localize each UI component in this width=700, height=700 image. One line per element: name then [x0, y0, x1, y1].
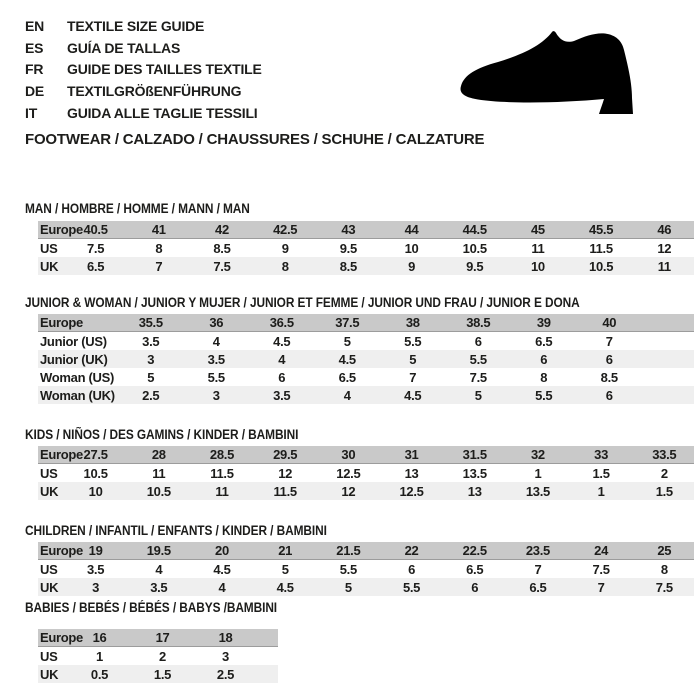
- table-row: [38, 647, 278, 665]
- row-label: Europe: [40, 222, 83, 237]
- size-cell: 17: [155, 630, 170, 645]
- size-cell: 2: [159, 648, 166, 664]
- row-label: UK: [40, 579, 59, 595]
- size-cell: 11: [215, 483, 229, 499]
- row-label: US: [40, 648, 58, 664]
- table-row: [38, 578, 694, 596]
- size-table: [38, 314, 694, 404]
- size-cell: 7.5: [655, 579, 673, 595]
- row-label: UK: [40, 483, 59, 499]
- size-cell: 1.5: [592, 465, 610, 481]
- row-label: Europe: [40, 630, 83, 645]
- size-cell: 16: [92, 630, 107, 645]
- size-cell: 28: [151, 447, 166, 462]
- size-cell: 7.5: [592, 561, 610, 577]
- size-cell: 0.5: [90, 666, 109, 682]
- row-label: Junior (US): [40, 333, 107, 349]
- size-cell: 1.5: [153, 666, 172, 682]
- size-cell: 6.5: [466, 561, 484, 577]
- size-cell: 5: [474, 387, 482, 403]
- table-section-title: CHILDREN / INFANTIL / ENFANTS / KINDER / BAMBINI: [25, 523, 327, 538]
- language-row: [25, 102, 262, 124]
- size-cell: 37.5: [335, 315, 360, 330]
- table-row: [38, 464, 694, 482]
- language-code: EN: [25, 17, 45, 34]
- size-cell: 1: [597, 483, 605, 499]
- size-cell: 19.5: [146, 543, 171, 558]
- size-cell: 33: [594, 447, 609, 462]
- size-cell: 5: [147, 369, 155, 385]
- size-cell: 10.5: [462, 240, 487, 256]
- size-cell: 31.5: [462, 447, 487, 462]
- size-cell: 7.5: [469, 369, 487, 385]
- size-cell: 5.5: [404, 333, 422, 349]
- size-cell: 8: [660, 561, 668, 577]
- size-cell: 12: [341, 483, 356, 499]
- size-cell: 4.5: [338, 351, 356, 367]
- row-label: Europe: [40, 447, 83, 462]
- size-cell: 10: [88, 483, 103, 499]
- size-cell: 36.5: [269, 315, 294, 330]
- row-label: Europe: [40, 315, 83, 330]
- size-cell: 22.5: [462, 543, 487, 558]
- size-cell: 11.5: [273, 483, 297, 499]
- size-cell: 5: [409, 351, 417, 367]
- size-cell: 7: [534, 561, 542, 577]
- language-code: IT: [25, 105, 38, 122]
- size-cell: 6: [474, 333, 482, 349]
- size-cell: 23.5: [525, 543, 550, 558]
- row-label: UK: [40, 666, 59, 682]
- table-row: [38, 665, 278, 683]
- size-cell: 44: [404, 222, 419, 237]
- size-cell: 13: [467, 483, 482, 499]
- table-section-title: MAN / HOMBRE / HOMME / MANN / MAN: [25, 201, 250, 216]
- size-cell: 13: [404, 465, 419, 481]
- size-cell: 8.5: [213, 240, 231, 256]
- size-cell: 12.5: [336, 465, 361, 481]
- size-cell: 4: [218, 579, 226, 595]
- size-cell: 3.5: [273, 387, 291, 403]
- size-cell: 7: [597, 579, 605, 595]
- size-cell: 6: [540, 351, 548, 367]
- table-row: [38, 482, 694, 500]
- size-cell: 13.5: [525, 483, 550, 499]
- size-cell: 3: [147, 351, 155, 367]
- language-title-list: [25, 15, 262, 124]
- table-section-title: BABIES / BEBÉS / BÉBÉS / BABYS /BAMBINI: [25, 600, 278, 615]
- size-cell: 9: [281, 240, 289, 256]
- table-row: [38, 314, 694, 332]
- table-row: [38, 560, 694, 578]
- size-cell: 4: [343, 387, 351, 403]
- size-cell: 5.5: [402, 579, 421, 595]
- size-cell: 8.5: [339, 258, 357, 274]
- size-cell: 7: [409, 369, 417, 385]
- table-row: [38, 386, 694, 404]
- size-cell: 3: [222, 648, 229, 664]
- size-cell: 5: [281, 561, 289, 577]
- size-cell: 4.5: [213, 561, 231, 577]
- size-cell: 40: [602, 315, 617, 330]
- size-cell: 45: [530, 222, 545, 237]
- language-title: TEXTILGRÖßENFÜHRUNG: [67, 83, 242, 100]
- table-section-title: JUNIOR & WOMAN / JUNIOR Y MUJER / JUNIOR ET FEMME / JUNIOR UND FRAU / JUNIOR E DONA: [25, 295, 580, 310]
- size-cell: 2.5: [142, 387, 160, 403]
- size-cell: 4: [212, 333, 220, 349]
- size-cell: 13.5: [462, 465, 487, 481]
- size-cell: 6.5: [338, 369, 356, 385]
- size-cell: 7.5: [87, 240, 105, 256]
- size-cell: 4.5: [404, 387, 422, 403]
- language-row: [25, 80, 262, 102]
- language-row: [25, 37, 262, 59]
- shoe-silhouette-icon: [455, 28, 667, 118]
- size-cell: 36: [209, 315, 224, 330]
- size-cell: 24: [594, 543, 609, 558]
- size-cell: 7: [605, 333, 613, 349]
- row-label: Woman (UK): [40, 387, 115, 403]
- size-cell: 33.5: [652, 447, 677, 462]
- size-cell: 4: [278, 351, 286, 367]
- size-cell: 5.5: [469, 351, 487, 367]
- table-row: [38, 629, 278, 647]
- size-cell: 38: [405, 315, 420, 330]
- size-cell: 3.5: [150, 579, 168, 595]
- size-cell: 28.5: [209, 447, 235, 462]
- size-cell: 1.5: [655, 483, 673, 499]
- row-label: US: [40, 465, 58, 481]
- language-row: [25, 59, 262, 81]
- size-cell: 32: [530, 447, 545, 462]
- size-cell: 9.5: [339, 240, 357, 256]
- size-cell: 12: [278, 465, 293, 481]
- size-cell: 31: [404, 447, 419, 462]
- size-cell: 42: [215, 222, 229, 237]
- size-cell: 6: [605, 387, 613, 403]
- size-cell: 4.5: [273, 333, 291, 349]
- size-cell: 6.5: [535, 333, 553, 349]
- size-cell: 43: [341, 222, 356, 237]
- size-cell: 21.5: [336, 543, 361, 558]
- size-cell: 4.5: [276, 579, 294, 595]
- size-cell: 1: [534, 465, 542, 481]
- size-cell: 6: [471, 579, 479, 595]
- size-cell: 6: [278, 369, 286, 385]
- size-cell: 11: [657, 258, 671, 274]
- size-cell: 6.5: [87, 258, 105, 274]
- size-table: [38, 221, 694, 275]
- language-row: [25, 15, 262, 37]
- size-cell: 5.5: [535, 387, 553, 403]
- size-table: [38, 629, 278, 683]
- size-cell: 18: [218, 630, 233, 645]
- row-label: US: [40, 561, 58, 577]
- size-cell: 41: [151, 222, 166, 237]
- row-label: Europe: [40, 543, 83, 558]
- table-row: [38, 239, 694, 257]
- size-cell: 1: [96, 648, 103, 664]
- language-title: GUIDE DES TAILLES TEXTILE: [67, 61, 262, 78]
- size-cell: 12: [657, 240, 672, 256]
- size-cell: 3.5: [87, 561, 105, 577]
- size-cell: 3.5: [207, 351, 225, 367]
- table-section-title: KIDS / NIÑOS / DES GAMINS / KINDER / BAMBINI: [25, 427, 299, 442]
- size-cell: 5.5: [207, 369, 225, 385]
- size-cell: 7.5: [213, 258, 231, 274]
- size-cell: 9.5: [466, 258, 484, 274]
- size-cell: 5: [344, 579, 352, 595]
- size-cell: 11.5: [210, 465, 234, 481]
- size-cell: 11: [152, 465, 166, 481]
- size-cell: 10: [530, 258, 545, 274]
- size-cell: 6: [605, 351, 613, 367]
- size-cell: 11.5: [589, 240, 613, 256]
- size-cell: 30: [341, 447, 356, 462]
- size-cell: 21: [278, 543, 293, 558]
- size-cell: 22: [404, 543, 419, 558]
- size-cell: 39: [536, 315, 551, 330]
- size-table: [38, 446, 694, 500]
- size-cell: 40.5: [83, 222, 108, 237]
- size-cell: 7: [155, 258, 163, 274]
- row-label: UK: [40, 258, 59, 274]
- size-cell: 8: [281, 258, 289, 274]
- size-cell: 4: [155, 561, 163, 577]
- size-cell: 27.5: [83, 447, 108, 462]
- size-cell: 44.5: [462, 222, 487, 237]
- size-cell: 9: [408, 258, 415, 274]
- size-cell: 10: [404, 240, 419, 256]
- size-cell: 8.5: [600, 369, 618, 385]
- language-code: FR: [25, 61, 44, 78]
- table-row: [38, 446, 694, 464]
- size-cell: 5.5: [339, 561, 357, 577]
- size-cell: 42.5: [273, 222, 298, 237]
- table-row: [38, 350, 694, 368]
- language-title: GUÍA DE TALLAS: [67, 39, 181, 56]
- size-cell: 8: [155, 240, 163, 256]
- language-title: GUIDA ALLE TAGLIE TESSILI: [67, 105, 258, 122]
- table-row: [38, 257, 694, 275]
- table-row: [38, 221, 694, 239]
- size-cell: 10.5: [146, 483, 171, 499]
- size-cell: 2: [660, 465, 668, 481]
- table-row: [38, 332, 694, 350]
- size-cell: 25: [657, 543, 672, 558]
- category-heading: FOOTWEAR / CALZADO / CHAUSSURES / SCHUHE / CALZATURE: [25, 131, 485, 148]
- size-table: [38, 542, 694, 596]
- size-cell: 8: [540, 369, 548, 385]
- size-cell: 10.5: [589, 258, 614, 274]
- size-cell: 12.5: [399, 483, 424, 499]
- size-cell: 20: [215, 543, 229, 558]
- size-cell: 2.5: [216, 666, 235, 682]
- size-cell: 3: [212, 387, 220, 403]
- size-cell: 29.5: [273, 447, 298, 462]
- row-label: US: [40, 240, 58, 256]
- row-label: Junior (UK): [40, 351, 108, 367]
- size-cell: 19: [88, 543, 103, 558]
- size-cell: 46: [657, 222, 672, 237]
- size-cell: 10.5: [83, 465, 108, 481]
- table-row: [38, 542, 694, 560]
- size-cell: 11: [531, 240, 545, 256]
- language-code: DE: [25, 83, 45, 100]
- row-label: Woman (US): [40, 369, 115, 385]
- size-cell: 6.5: [529, 579, 547, 595]
- size-cell: 3: [92, 579, 100, 595]
- size-cell: 3.5: [142, 333, 160, 349]
- size-cell: 5: [343, 333, 351, 349]
- size-cell: 35.5: [138, 315, 163, 330]
- table-row: [38, 368, 694, 386]
- size-cell: 6: [408, 561, 415, 577]
- language-title: TEXTILE SIZE GUIDE: [67, 17, 205, 34]
- size-cell: 38.5: [466, 315, 491, 330]
- size-cell: 45.5: [589, 222, 614, 237]
- language-code: ES: [25, 39, 44, 56]
